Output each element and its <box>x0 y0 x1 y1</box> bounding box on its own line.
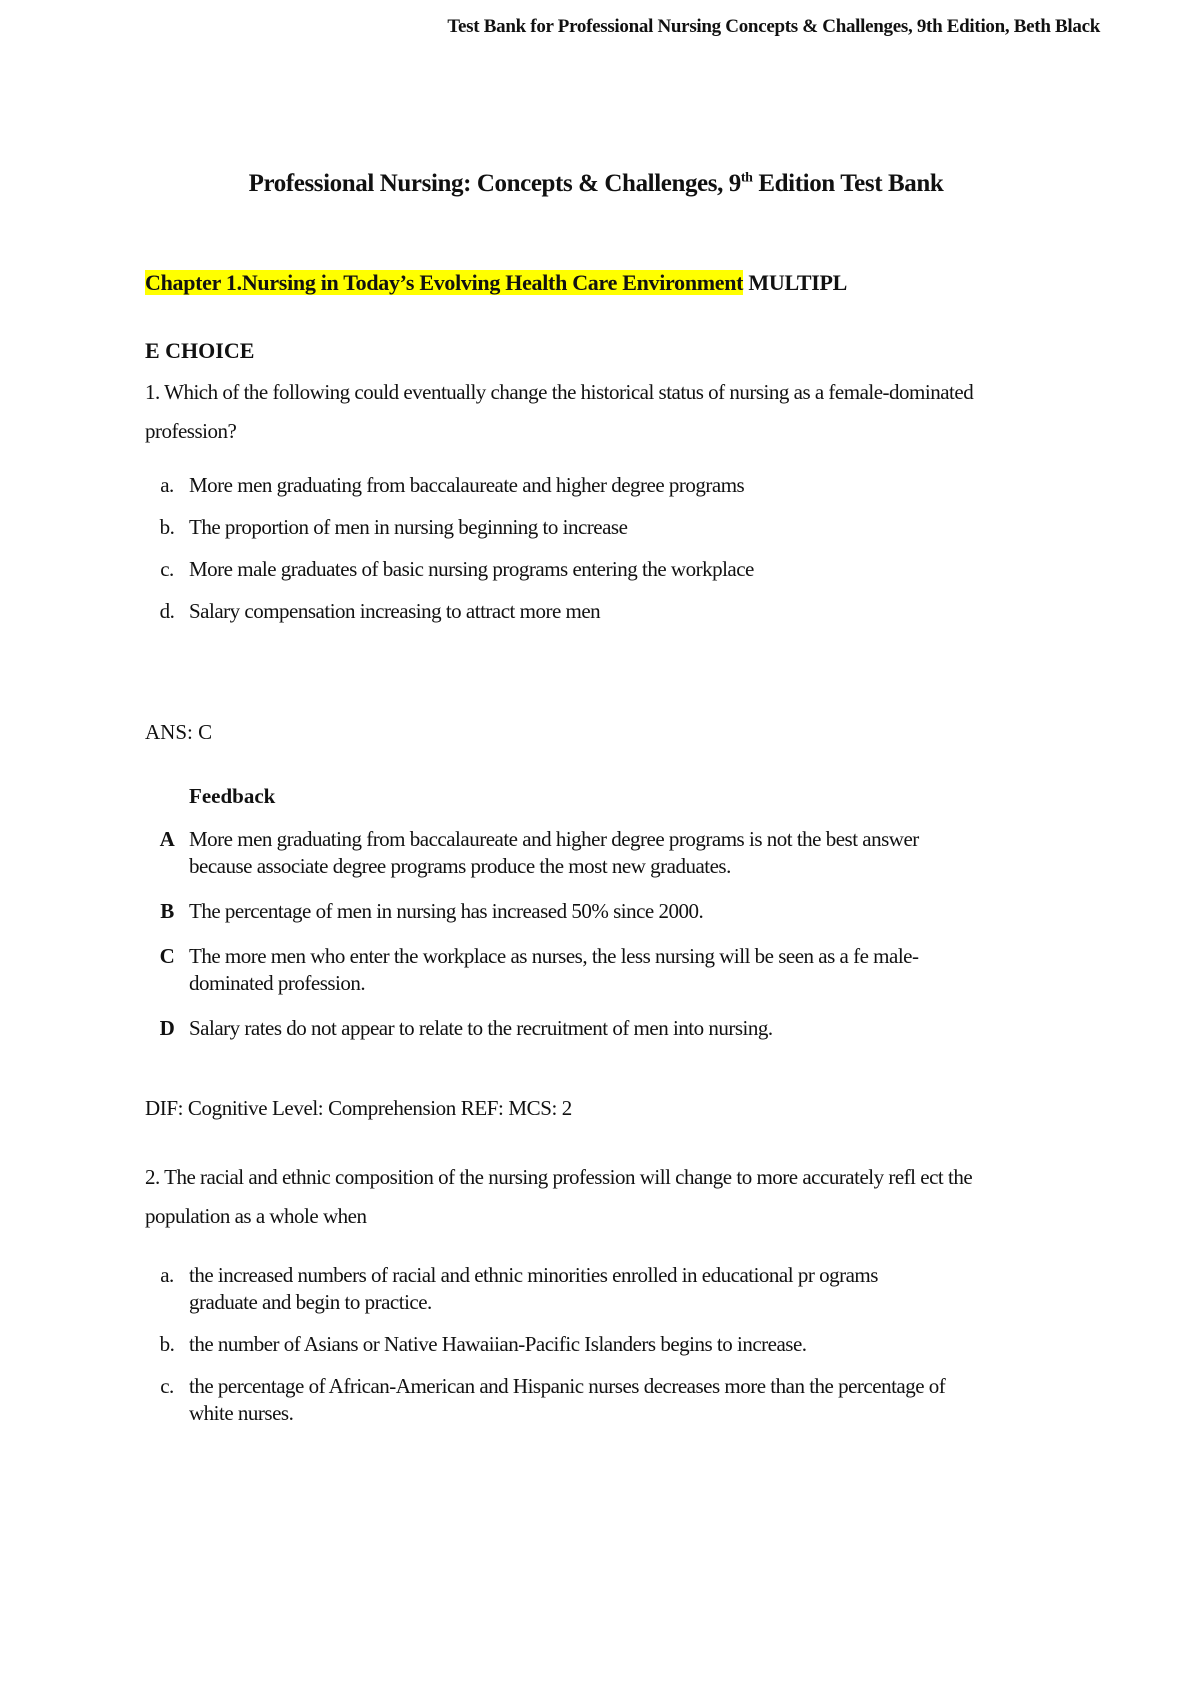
option-c <box>145 556 1075 583</box>
feedback-letter: D <box>159 1016 175 1040</box>
option-b <box>145 514 1075 541</box>
question-metadata: DIF: Cognitive Level: Comprehension REF: MCS: 2 <box>145 1096 572 1120</box>
option-b <box>145 1331 1075 1358</box>
option-text: More male graduates of basic nursing programs entering the workplace <box>189 557 754 581</box>
document-title <box>0 170 1192 198</box>
feedback-letter: C <box>159 944 175 968</box>
option-letter: b. <box>159 1332 175 1356</box>
answer-key: ANS: C <box>145 720 213 744</box>
option-text: the percentage of African-American and Hispanic nurses decreases more than the percentage of white nurses. <box>189 1374 946 1425</box>
title-tail: Edition Test Bank <box>752 170 944 197</box>
feedback-item-c <box>145 943 1075 997</box>
option-a <box>145 1262 1075 1316</box>
option-a <box>145 472 1075 499</box>
option-letter: c. <box>160 557 174 581</box>
option-text: More men graduating from baccalaureate and higher degree programs <box>189 473 745 497</box>
chapter-title-highlighted: Chapter 1.Nursing in Today’s Evolving Health Care Environment <box>145 270 744 295</box>
question-2-stem: 2. The racial and ethnic composition of the nursing profession will change to more accurately refl ect the population as a whole when <box>145 1165 973 1228</box>
option-letter: a. <box>160 1263 174 1287</box>
feedback-letter: B <box>160 899 174 923</box>
feedback-text: The more men who enter the workplace as nurses, the less nursing will be seen as a fe male-dominated profession. <box>189 944 919 995</box>
option-d <box>145 598 1075 625</box>
question-1-stem: 1. Which of the following could eventually change the historical status of nursing as a female-dominated profession? <box>145 380 974 443</box>
feedback-text: The percentage of men in nursing has increased 50% since 2000. <box>189 899 704 923</box>
title-superscript: th <box>740 170 753 186</box>
feedback-list <box>145 826 1075 1060</box>
option-c <box>145 1373 1075 1427</box>
feedback-item-b <box>145 898 1075 925</box>
feedback-heading: Feedback <box>189 784 276 808</box>
feedback-text: Salary rates do not appear to relate to the recruitment of men into nursing. <box>189 1016 773 1040</box>
chapter-heading <box>145 270 847 296</box>
feedback-text: More men graduating from baccalaureate and higher degree programs is not the best answer because associate degree programs produce the most new graduates. <box>189 827 919 878</box>
option-letter: a. <box>160 473 174 497</box>
option-letter: d. <box>159 599 175 623</box>
option-text: The proportion of men in nursing beginning to increase <box>189 515 628 539</box>
option-text: the number of Asians or Native Hawaiian-Pacific Islanders begins to increase. <box>189 1332 807 1356</box>
option-text: Salary compensation increasing to attract more men <box>189 599 601 623</box>
feedback-item-d <box>145 1015 1075 1042</box>
running-header: Test Bank for Professional Nursing Concepts & Challenges, 9th Edition, Beth Black <box>447 16 1100 37</box>
chapter-heading-rest: MULTIPL <box>743 270 847 295</box>
feedback-letter: A <box>159 827 175 851</box>
feedback-item-a <box>145 826 1075 880</box>
title-main: Professional Nursing: Concepts & Challenges, 9 <box>248 170 741 197</box>
option-letter: c. <box>160 1374 174 1398</box>
question-1-options <box>145 472 1075 625</box>
question-2-options <box>145 1262 1075 1427</box>
option-letter: b. <box>159 515 175 539</box>
chapter-heading-continued: E CHOICE <box>145 338 255 363</box>
option-text: the increased numbers of racial and ethnic minorities enrolled in educational pr ograms graduate and begin to practice. <box>189 1263 878 1314</box>
